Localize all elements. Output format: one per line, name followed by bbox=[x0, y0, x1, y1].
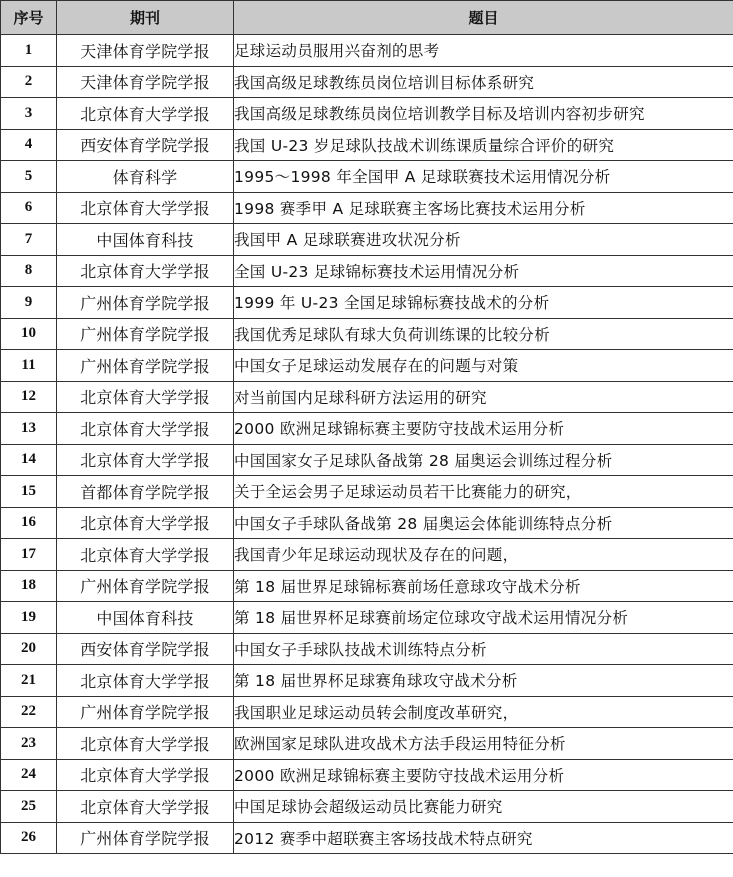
row-journal: 中国体育科技 bbox=[57, 224, 234, 256]
header-index: 序号 bbox=[1, 1, 57, 35]
row-index: 5 bbox=[1, 161, 57, 193]
row-index: 13 bbox=[1, 413, 57, 445]
table-row bbox=[1, 413, 733, 445]
table-row bbox=[1, 759, 733, 791]
row-index: 14 bbox=[1, 444, 57, 476]
row-index: 1 bbox=[1, 35, 57, 67]
table-row bbox=[1, 539, 733, 571]
row-title: 2012 赛季中超联赛主客场技战术特点研究 bbox=[234, 822, 733, 854]
table-row bbox=[1, 255, 733, 287]
row-index: 26 bbox=[1, 822, 57, 854]
table-row bbox=[1, 476, 733, 508]
row-index: 10 bbox=[1, 318, 57, 350]
row-journal: 首都体育学院学报 bbox=[57, 476, 234, 508]
row-index: 4 bbox=[1, 129, 57, 161]
row-title: 我国甲 A 足球联赛进攻状况分析 bbox=[234, 224, 733, 256]
row-journal: 北京体育大学学报 bbox=[57, 791, 234, 823]
table-row bbox=[1, 570, 733, 602]
row-title: 中国国家女子足球队备战第 28 届奥运会训练过程分析 bbox=[234, 444, 733, 476]
row-index: 12 bbox=[1, 381, 57, 413]
row-index: 23 bbox=[1, 728, 57, 760]
table-row bbox=[1, 633, 733, 665]
row-journal: 北京体育大学学报 bbox=[57, 413, 234, 445]
row-journal: 广州体育学院学报 bbox=[57, 318, 234, 350]
row-title: 1995～1998 年全国甲 A 足球联赛技术运用情况分析 bbox=[234, 161, 733, 193]
row-journal: 西安体育学院学报 bbox=[57, 633, 234, 665]
row-title: 第 18 届世界杯足球赛角球攻守战术分析 bbox=[234, 665, 733, 697]
row-index: 19 bbox=[1, 602, 57, 634]
row-index: 18 bbox=[1, 570, 57, 602]
row-index: 7 bbox=[1, 224, 57, 256]
table-row bbox=[1, 381, 733, 413]
row-journal: 西安体育学院学报 bbox=[57, 129, 234, 161]
row-index: 21 bbox=[1, 665, 57, 697]
row-index: 20 bbox=[1, 633, 57, 665]
row-title: 第 18 届世界足球锦标赛前场任意球攻守战术分析 bbox=[234, 570, 733, 602]
row-journal: 北京体育大学学报 bbox=[57, 444, 234, 476]
row-index: 17 bbox=[1, 539, 57, 571]
row-index: 9 bbox=[1, 287, 57, 319]
row-journal: 北京体育大学学报 bbox=[57, 381, 234, 413]
table-row bbox=[1, 696, 733, 728]
table-row bbox=[1, 35, 733, 67]
table-row bbox=[1, 350, 733, 382]
row-index: 24 bbox=[1, 759, 57, 791]
table-header bbox=[1, 1, 733, 35]
header-row bbox=[1, 1, 733, 35]
table-row bbox=[1, 161, 733, 193]
row-journal: 体育科学 bbox=[57, 161, 234, 193]
table-row bbox=[1, 791, 733, 823]
table-row bbox=[1, 602, 733, 634]
table-row bbox=[1, 507, 733, 539]
row-index: 3 bbox=[1, 98, 57, 130]
row-journal: 天津体育学院学报 bbox=[57, 35, 234, 67]
table-row bbox=[1, 224, 733, 256]
header-title: 题目 bbox=[234, 1, 733, 35]
row-title: 对当前国内足球科研方法运用的研究 bbox=[234, 381, 733, 413]
row-title: 2000 欧洲足球锦标赛主要防守技战术运用分析 bbox=[234, 413, 733, 445]
row-index: 25 bbox=[1, 791, 57, 823]
table-row bbox=[1, 822, 733, 854]
row-journal: 北京体育大学学报 bbox=[57, 507, 234, 539]
table-row bbox=[1, 287, 733, 319]
row-index: 2 bbox=[1, 66, 57, 98]
row-title: 中国女子足球运动发展存在的问题与对策 bbox=[234, 350, 733, 382]
row-journal: 广州体育学院学报 bbox=[57, 350, 234, 382]
row-journal: 北京体育大学学报 bbox=[57, 759, 234, 791]
row-title: 中国足球协会超级运动员比赛能力研究 bbox=[234, 791, 733, 823]
row-index: 22 bbox=[1, 696, 57, 728]
row-journal: 广州体育学院学报 bbox=[57, 287, 234, 319]
table-row bbox=[1, 192, 733, 224]
row-title: 足球运动员服用兴奋剂的思考 bbox=[234, 35, 733, 67]
header-journal: 期刊 bbox=[57, 1, 234, 35]
row-title: 我国优秀足球队有球大负荷训练课的比较分析 bbox=[234, 318, 733, 350]
row-title: 我国青少年足球运动现状及存在的问题， bbox=[234, 539, 733, 571]
row-title: 1998 赛季甲 A 足球联赛主客场比赛技术运用分析 bbox=[234, 192, 733, 224]
row-title: 我国 U-23 岁足球队技战术训练课质量综合评价的研究 bbox=[234, 129, 733, 161]
row-index: 15 bbox=[1, 476, 57, 508]
table-row bbox=[1, 665, 733, 697]
row-journal: 北京体育大学学报 bbox=[57, 192, 234, 224]
row-index: 6 bbox=[1, 192, 57, 224]
row-index: 11 bbox=[1, 350, 57, 382]
row-title: 2000 欧洲足球锦标赛主要防守技战术运用分析 bbox=[234, 759, 733, 791]
table-row bbox=[1, 728, 733, 760]
row-journal: 中国体育科技 bbox=[57, 602, 234, 634]
row-journal: 广州体育学院学报 bbox=[57, 822, 234, 854]
row-title: 欧洲国家足球队进攻战术方法手段运用特征分析 bbox=[234, 728, 733, 760]
row-journal: 广州体育学院学报 bbox=[57, 696, 234, 728]
table-body bbox=[1, 35, 733, 854]
table-row bbox=[1, 129, 733, 161]
row-title: 1999 年 U-23 全国足球锦标赛技战术的分析 bbox=[234, 287, 733, 319]
row-title: 我国高级足球教练员岗位培训教学目标及培训内容初步研究 bbox=[234, 98, 733, 130]
row-journal: 北京体育大学学报 bbox=[57, 665, 234, 697]
row-journal: 广州体育学院学报 bbox=[57, 570, 234, 602]
row-title: 第 18 届世界杯足球赛前场定位球攻守战术运用情况分析 bbox=[234, 602, 733, 634]
row-title: 全国 U-23 足球锦标赛技术运用情况分析 bbox=[234, 255, 733, 287]
table-row bbox=[1, 98, 733, 130]
table-row bbox=[1, 444, 733, 476]
row-title: 中国女子手球队技战术训练特点分析 bbox=[234, 633, 733, 665]
row-journal: 天津体育学院学报 bbox=[57, 66, 234, 98]
row-title: 我国高级足球教练员岗位培训目标体系研究 bbox=[234, 66, 733, 98]
row-title: 关于全运会男子足球运动员若干比赛能力的研究， bbox=[234, 476, 733, 508]
row-journal: 北京体育大学学报 bbox=[57, 728, 234, 760]
row-journal: 北京体育大学学报 bbox=[57, 255, 234, 287]
row-title: 我国职业足球运动员转会制度改革研究， bbox=[234, 696, 733, 728]
row-title: 中国女子手球队备战第 28 届奥运会体能训练特点分析 bbox=[234, 507, 733, 539]
table-row bbox=[1, 66, 733, 98]
row-index: 8 bbox=[1, 255, 57, 287]
row-journal: 北京体育大学学报 bbox=[57, 539, 234, 571]
table-row bbox=[1, 318, 733, 350]
row-index: 16 bbox=[1, 507, 57, 539]
row-journal: 北京体育大学学报 bbox=[57, 98, 234, 130]
